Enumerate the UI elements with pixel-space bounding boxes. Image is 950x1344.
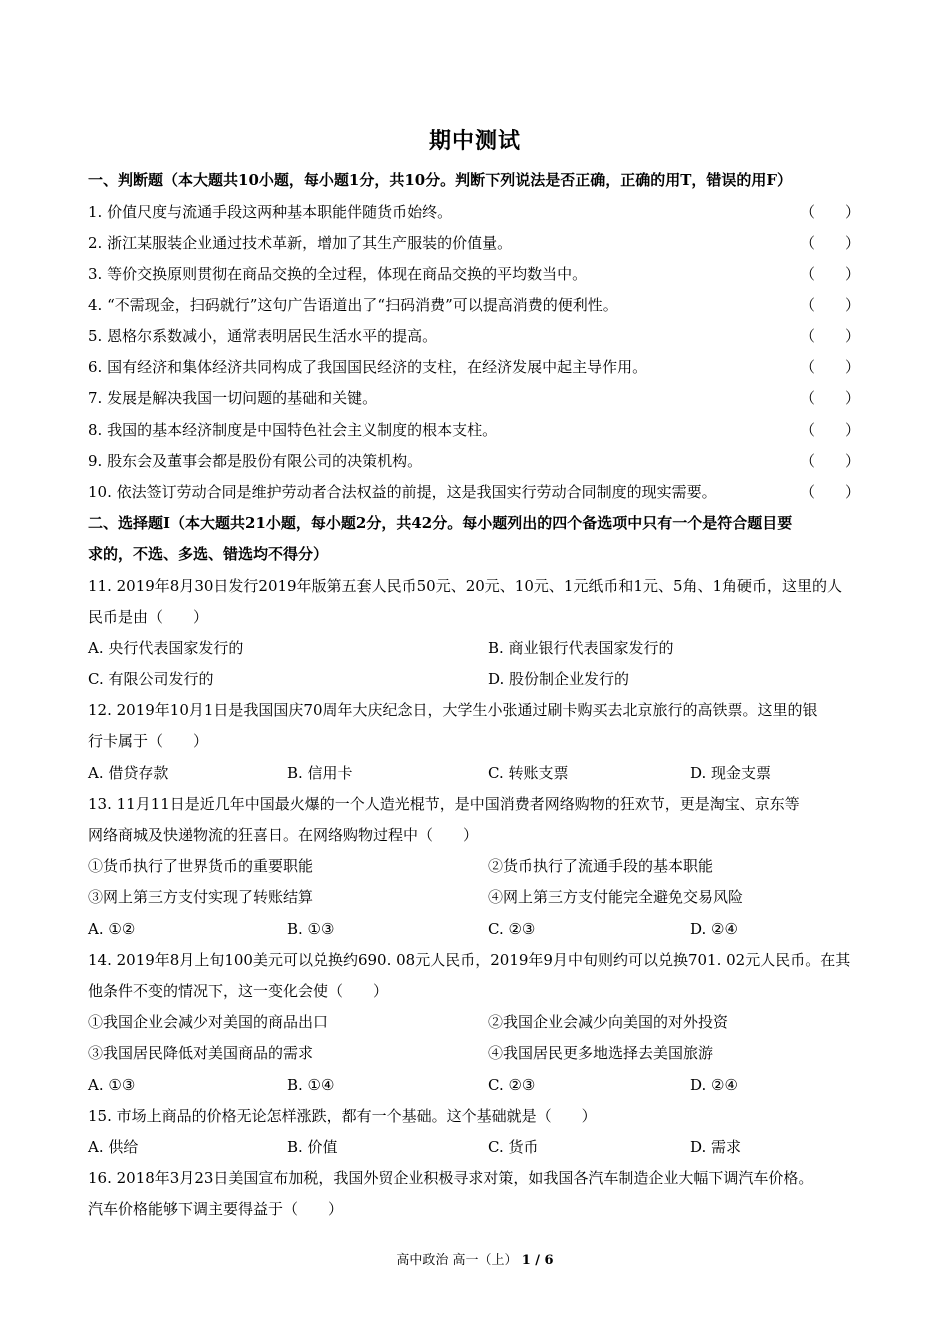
option-c: C. ②③ [488, 1076, 536, 1094]
answer-paren: （ ） [800, 203, 861, 221]
footer-label: 高中政治 高一（上） [396, 1253, 518, 1268]
section2-heading-line2: 求的，不选、多选、错选均不得分） [88, 545, 329, 563]
page-title: 期中测试 [428, 128, 521, 154]
answer-paren: （ ） [800, 358, 861, 376]
option-b: B. 商业银行代表国家发行的 [488, 639, 674, 657]
statement-4: ④我国居民更多地选择去美国旅游 [488, 1044, 714, 1062]
option-a: A. 借贷存款 [88, 764, 169, 782]
option-c: C. 货币 [488, 1138, 539, 1156]
exam-page: 期中测试 一、判断题（本大题共10小题，每小题1分，共10分。判断下列说法是否正确，正确的用T，错误的用F） 1. 价值尺度与流通手段这两种基本职能伴随货币始终。 （ ） 2. 浙江某服装企业通过技术革新，增加了其生产服装的价值量。 （ ） 3. 等价交换原则贯彻在商品交换的全过程，体现在商品交换的平均数当中。 （ ） 4. “不需现金，扫码就行”这句广告语道出了“扫码消费”可以提高消费的便利性。 （ ） 5. 恩格尔系数减小，通常表明居民生活水平的提高。 （ ） 6. 国有经济和集体经济共同构成了我国国民经济的支柱，在经济发展中起主导作用。 （ ） 7. 发展是解决我国一切问题的基础和关键。 （ ） 8. 我国的基本经济制度是中国特色社会主义制度的根本支柱。 （ ） 9. 股东会及董事会都是股份有限公司的决策机构。 （ ） 10. 依法签订劳动合同是维护劳动者合法权益的前提，这是我国实行劳动合同制度的现实需要。 （ ） 二、选择题Ⅰ（本大题共21小题，每小题2分，共42分。每小题列出的四个备选项中只有一个是符合题目要 求的，不选、多选、错选均不得分） 11. 2019年8月30日发行2019年版第五套人民币50元、20元、10元、1元纸币和1元、5角、1角硬币，这里的人 民币是由（ ） A. 央行代表国家发行的 B. 商业银行代表国家发行的 C. 有限公司发行的 D. 股份制企业发行的 12. 2019年10月1日是我国国庆70周年大庆纪念日，大学生小张通过刷卡购买去北京旅行的高铁票。这里的银 行卡属于（ ） A. 借贷存款 B. 信用卡 C. 转账支票 D. 现金支票 13. 11月11日是近几年中国最火爆的一个人造光棍节，是中国消费者网络购物的狂欢节，更是淘宝、京东等 网络商城及快递物流的狂喜日。在网络购物过程中（ ） ①货币执行了世界货币的重要职能 ②货币执行了流通手段的基本职能 ③网上第三方支付实现了转账结算 ④网上第三方支付能完全避免交易风险 A. ①② B. ①③ C. ②③ D. ②④ 14. 2019年8月上旬100美元可以兑换约690. 08元人民币，2019年9月中旬则约可以兑换701. 02元人民币。在其 他条件不变的情况下，这一变化会使（ ） ①我国企业会减少对美国的商品出口 ②我国企业会减少向美国的对外投资 ③我国居民降低对美国商品的需求 ④我国居民更多地选择去美国旅游 A. ①③ B. ①④ C. ②③ D. ②④ 15. 市场上商品的价格无论怎样涨跌，都有一个基础。这个基础就是（ ） A. 供给 B. 价值 C. 货币 D. 需求 16. 2018年3月23日美国宣布加税，我国外贸企业积极寻求对策，如我国各汽车制造企业大幅下调汽车价格。 汽车价格能够下调主要得益于（ ） 高中政治 高一（上） 1 / 6 [0, 0, 950, 1344]
option-d: D. 股份制企业发行的 [488, 670, 630, 688]
question-11-stem: 11. 2019年8月30日发行2019年版第五套人民币50元、20元、10元、1元纸币和1元、5角、1角硬币，这里的人 [88, 577, 843, 595]
question-12-stem-cont: 行卡属于（ ） [88, 732, 209, 750]
option-c: C. 转账支票 [488, 764, 569, 782]
option-d: D. 现金支票 [690, 764, 772, 782]
question-16-stem-cont: 汽车价格能够下调主要得益于（ ） [88, 1200, 344, 1218]
answer-paren: （ ） [800, 265, 861, 283]
section1-heading: 一、判断题（本大题共10小题，每小题1分，共10分。判断下列说法是否正确，正确的用T，错误的用F） [88, 171, 793, 189]
option-b: B. 价值 [287, 1138, 338, 1156]
option-c: C. ②③ [488, 920, 536, 938]
answer-paren: （ ） [800, 234, 861, 252]
option-d: D. ②④ [690, 920, 738, 938]
statement-1: ①货币执行了世界货币的重要职能 [88, 857, 314, 875]
option-a: A. 供给 [88, 1138, 139, 1156]
statement-4: ④网上第三方支付能完全避免交易风险 [488, 888, 744, 906]
page-number: 1 / 6 [521, 1253, 554, 1268]
question-13-stem-cont: 网络商城及快递物流的狂喜日。在网络购物过程中（ ） [88, 826, 479, 844]
option-a: A. ①② [88, 920, 136, 938]
answer-paren: （ ） [800, 296, 861, 314]
statement-1: ①我国企业会减少对美国的商品出口 [88, 1013, 329, 1031]
statement-3: ③网上第三方支付实现了转账结算 [88, 888, 314, 906]
option-d: D. 需求 [690, 1138, 742, 1156]
page-footer [0, 1249, 950, 1268]
option-d: D. ②④ [690, 1076, 738, 1094]
option-c: C. 有限公司发行的 [88, 670, 214, 688]
question-15-stem: 15. 市场上商品的价格无论怎样涨跌，都有一个基础。这个基础就是（ ） [88, 1107, 597, 1125]
question-12-stem: 12. 2019年10月1日是我国国庆70周年大庆纪念日，大学生小张通过刷卡购买去北京旅行的高铁票。这里的银 [88, 701, 818, 719]
question-13-stem: 13. 11月11日是近几年中国最火爆的一个人造光棍节，是中国消费者网络购物的狂欢节，更是淘宝、京东等 [88, 795, 800, 813]
question-16-stem: 16. 2018年3月23日美国宣布加税，我国外贸企业积极寻求对策，如我国各汽车制造企业大幅下调汽车价格。 [88, 1169, 814, 1187]
statement-2: ②我国企业会减少向美国的对外投资 [488, 1013, 729, 1031]
question-14-stem-cont: 他条件不变的情况下，这一变化会使（ ） [88, 982, 389, 1000]
answer-paren: （ ） [800, 327, 861, 345]
question-14-stem: 14. 2019年8月上旬100美元可以兑换约690. 08元人民币，2019年9月中旬则约可以兑换701. 02元人民币。在其 [88, 951, 851, 969]
answer-paren: （ ） [800, 421, 861, 439]
statement-2: ②货币执行了流通手段的基本职能 [488, 857, 714, 875]
option-b: B. 信用卡 [287, 764, 353, 782]
option-b: B. ①③ [287, 920, 335, 938]
question-11-stem-cont: 民币是由（ ） [88, 608, 209, 626]
option-a: A. ①③ [88, 1076, 136, 1094]
statement-3: ③我国居民降低对美国商品的需求 [88, 1044, 314, 1062]
answer-paren: （ ） [800, 452, 861, 470]
answer-paren: （ ） [800, 389, 861, 407]
option-b: B. ①④ [287, 1076, 335, 1094]
option-a: A. 央行代表国家发行的 [88, 639, 244, 657]
answer-paren: （ ） [800, 483, 861, 501]
section2-heading-line1: 二、选择题Ⅰ（本大题共21小题，每小题2分，共42分。每小题列出的四个备选项中只有一个是符合题目要 [88, 514, 793, 532]
